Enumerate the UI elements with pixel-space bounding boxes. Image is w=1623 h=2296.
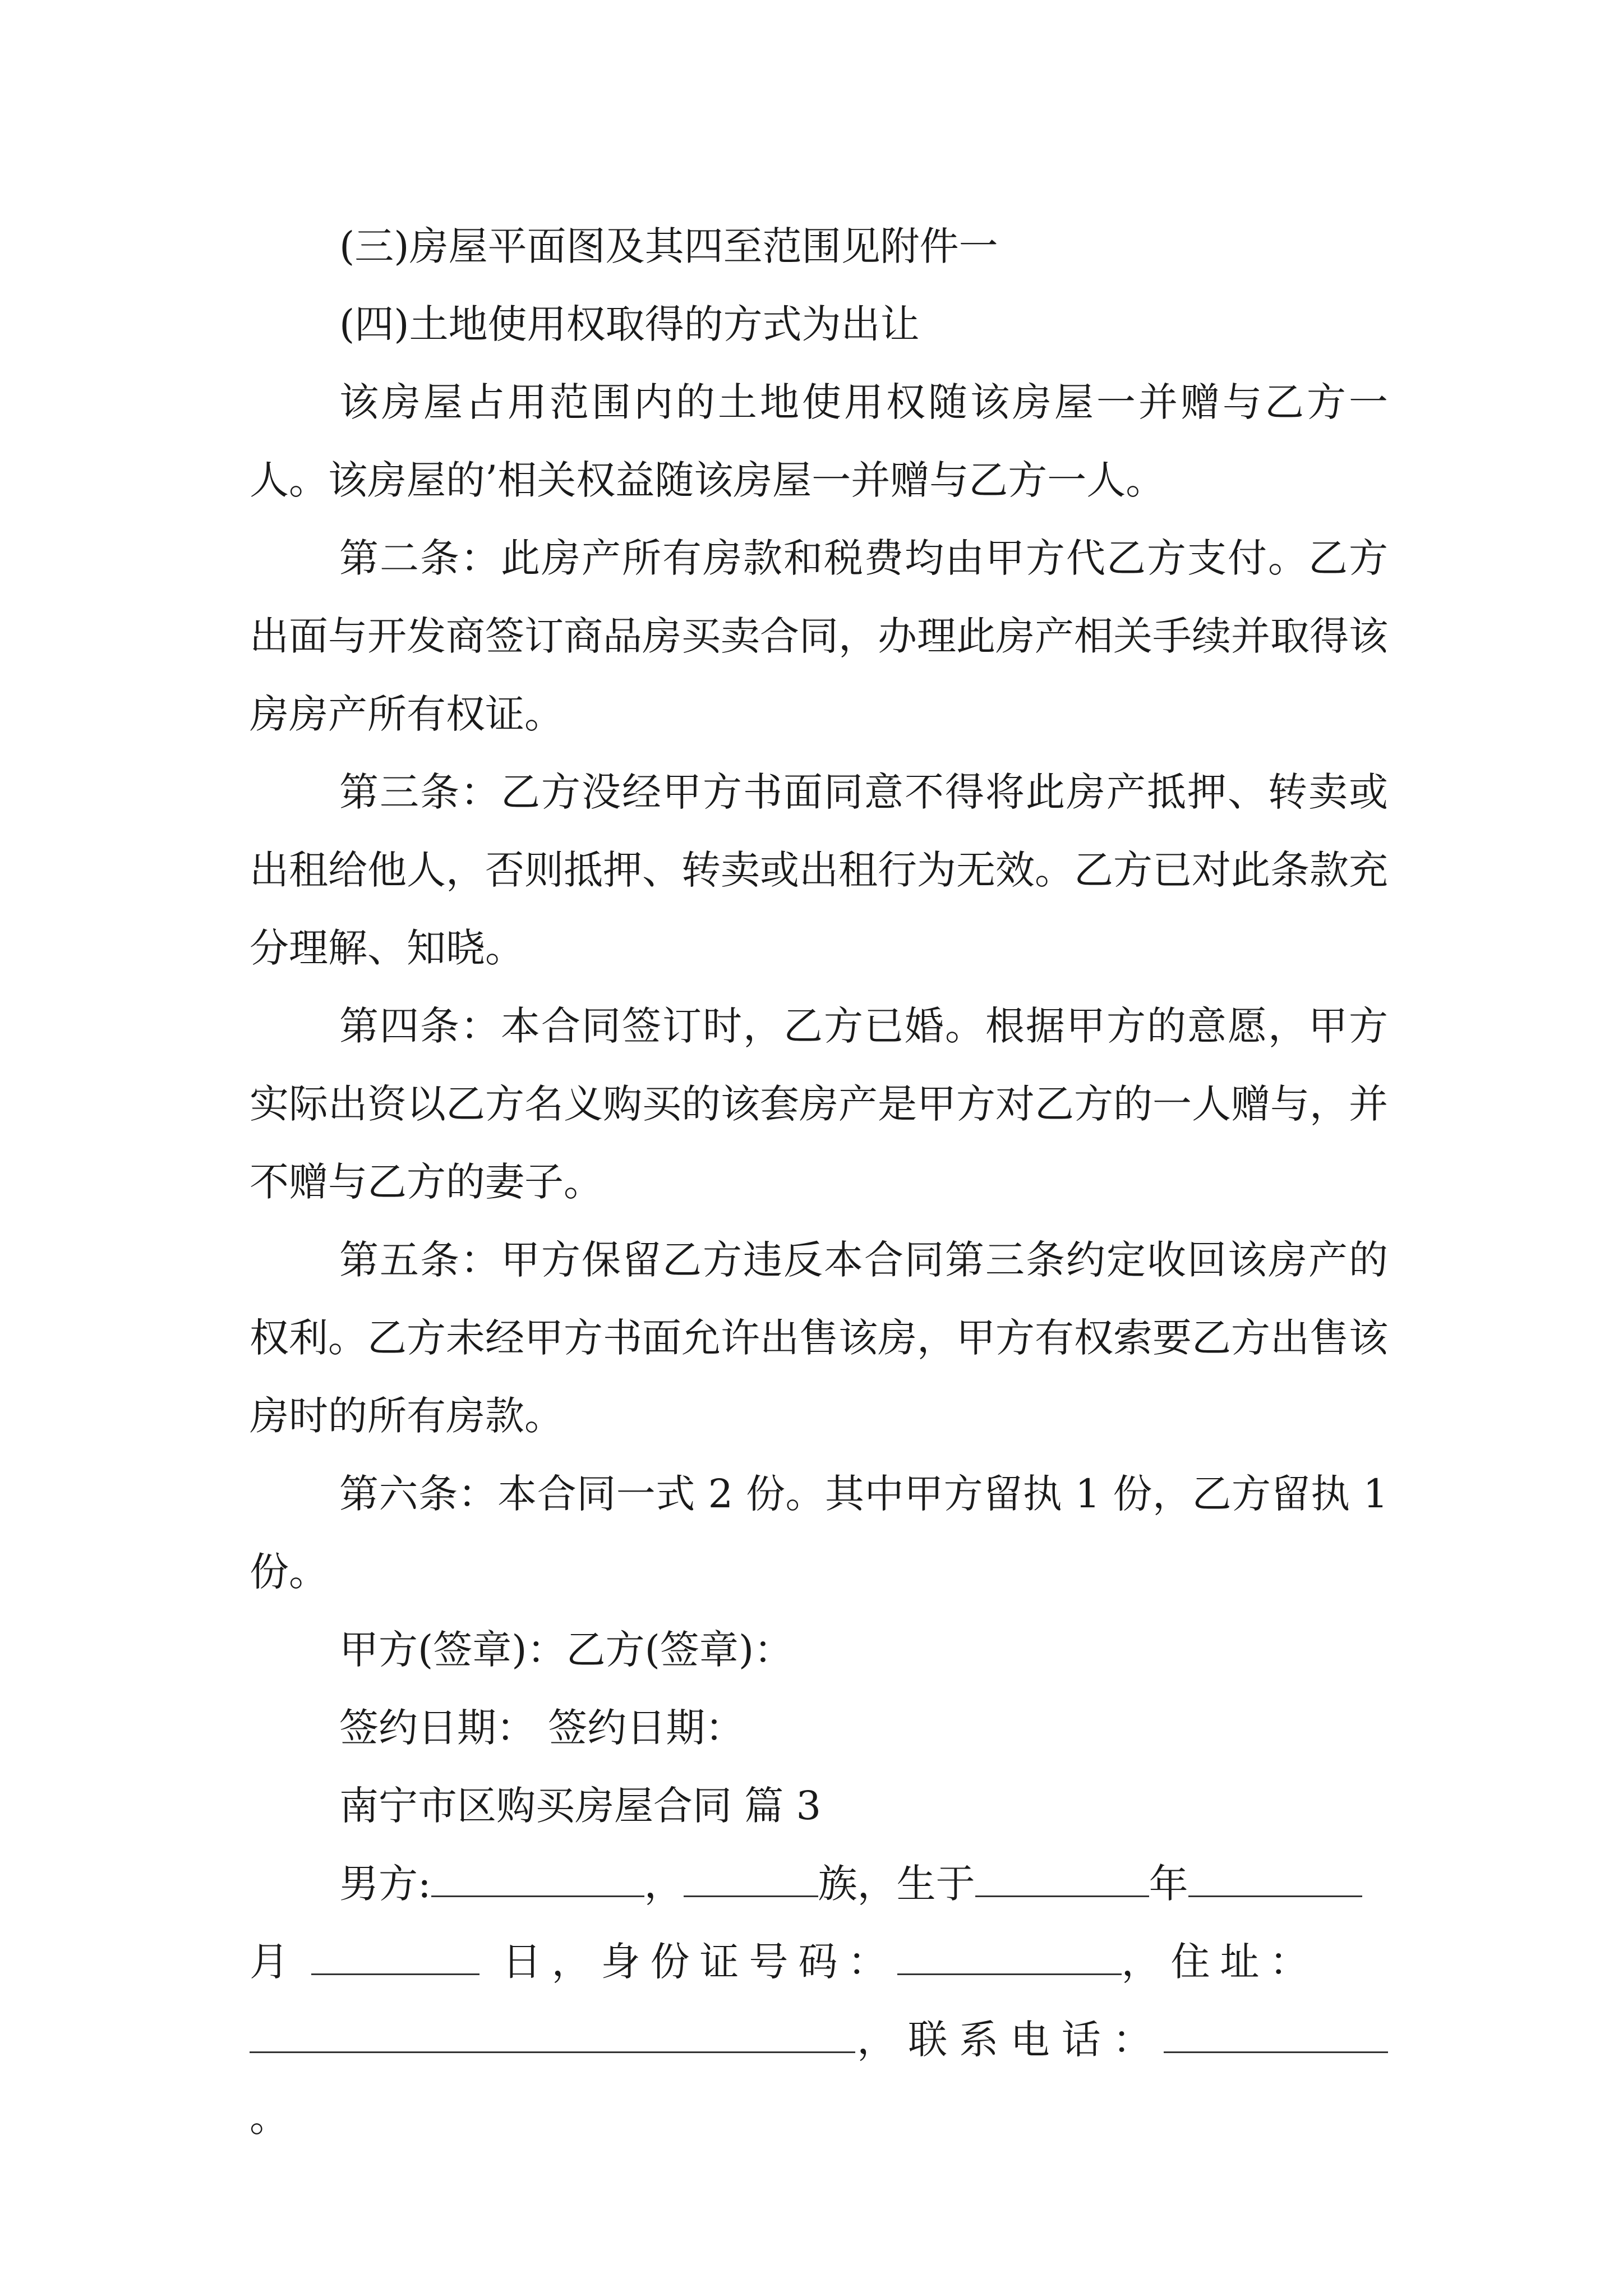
birth-year-blank <box>975 1861 1149 1897</box>
spacer <box>479 1939 502 1985</box>
paragraph-article-6: 第六条：本合同一式 2 份。其中甲方留执 1 份，乙方留执 1 份。 <box>250 1471 1388 1595</box>
paragraph-article-5: 第五条：甲方保留乙方违反本合同第三条约定收回该房产的权利。乙方未经甲方书面允许出售该房，甲方有权索要乙方出售该房时的所有房款。 <box>250 1237 1388 1439</box>
id-label: 日，身份证号码： <box>502 1939 897 1985</box>
paragraph-land-use: (四)土地使用权取得的方式为出让 <box>339 301 920 347</box>
birth-month-blank <box>1188 1861 1362 1897</box>
paragraph-article-4: 第四条：本合同签订时，乙方已婚。根据甲方的意愿，甲方实际出资以乙方名义购买的该套房产是甲方对乙方的一人赠与，并不赠与乙方的妻子。 <box>250 1003 1388 1205</box>
comma: ， <box>644 1861 684 1907</box>
signature-line: 甲方(签章)：乙方(签章)： <box>339 1627 794 1673</box>
ethnicity-blank <box>684 1861 818 1897</box>
birth-day-blank <box>311 1939 479 1975</box>
signing-date-line: 签约日期： 签约日期： <box>339 1705 745 1751</box>
month-label: 月 <box>250 1939 289 1985</box>
tel-label: ，联系电话： <box>855 2017 1164 2063</box>
paragraph-land-gift: 该房屋占用范围内的土地使用权随该房屋一并赠与乙方一人。该房屋的’相关权益随该房屋一并赠与乙方一人。 <box>250 379 1388 503</box>
id-number-blank <box>897 1939 1122 1975</box>
section-heading-part-3: 南宁市区购买房屋合同 篇 3 <box>339 1783 822 1829</box>
tel-blank <box>1164 2017 1388 2053</box>
spacer <box>289 1939 311 1985</box>
male-label: 男方: <box>339 1861 431 1907</box>
address-blank <box>250 2017 855 2053</box>
paragraph-floor-plan: (三)房屋平面图及其四至范围见附件一 <box>339 223 998 269</box>
year-label: 年 <box>1149 1861 1188 1907</box>
male-party-form <box>250 1845 1388 2157</box>
paragraph-article-2: 第二条：此房产所有房款和税费均由甲方代乙方支付。乙方出面与开发商签订商品房买卖合同，办理此房产相关手续并取得该房房产所有权证。 <box>250 535 1388 737</box>
paragraph-article-3: 第三条：乙方没经甲方书面同意不得将此房产抵押、转卖或出租给他人，否则抵押、转卖或出租行为无效。乙方已对此条款充分理解、知晓。 <box>250 769 1388 971</box>
document-body <box>250 208 1388 2157</box>
address-label: ，住址： <box>1121 1939 1319 1985</box>
ethnicity-label: 族，生于 <box>818 1861 975 1907</box>
name-blank <box>431 1861 644 1897</box>
end-mark: 。 <box>250 2095 289 2141</box>
